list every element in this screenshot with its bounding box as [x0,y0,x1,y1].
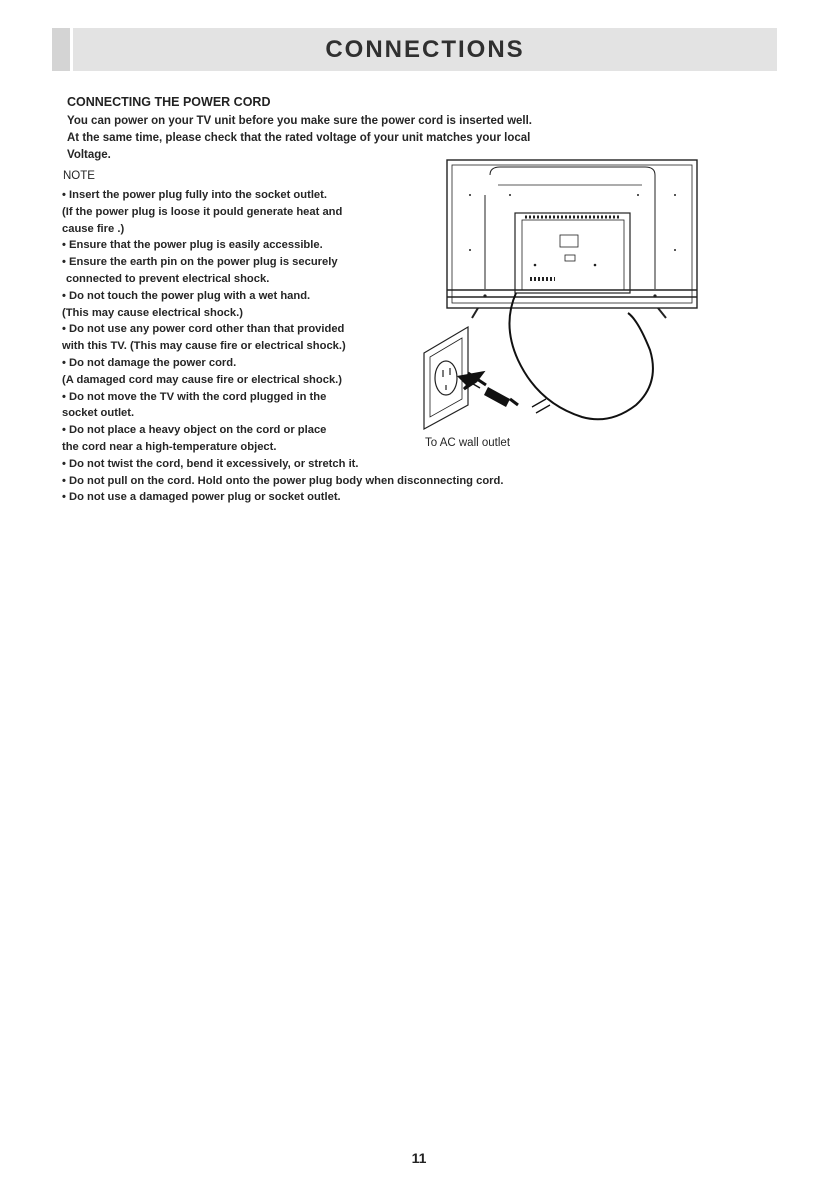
note-line: (A damaged cord may cause fire or electrical shock.) [62,373,343,386]
intro-line: Voltage. [67,149,111,161]
diagram-caption: To AC wall outlet [425,437,511,449]
note-label: NOTE [63,170,95,182]
note-line: connected to prevent electrical shock. [66,272,270,285]
page-title: CONNECTIONS [325,35,525,63]
note-line: cause fire .) [62,222,125,235]
note-line: • Do not move the TV with the cord plugged in the [62,390,327,403]
tv-back-illustration [447,160,697,318]
section-heading: CONNECTING THE POWER CORD [67,95,271,109]
intro-line: At the same time, please check that the rated voltage of your unit matches your local [67,132,531,144]
note-line: the cord near a high-temperature object. [62,440,277,453]
header-tab-marker [52,28,70,71]
note-line: • Ensure the earth pin on the power plug is securely [62,256,338,269]
cord-break-mark [532,399,550,413]
tv-back-dots [469,194,676,298]
note-line: • Insert the power plug fully into the socket outlet. [62,189,327,201]
note-line: • Do not use any power cord other than that provided [62,323,345,336]
note-line: • Ensure that the power plug is easily accessible. [62,239,323,252]
note-line: (If the power plug is loose it pould generate heat and [62,205,343,218]
note-line: (This may cause electrical shock.) [62,306,243,319]
power-cord [509,293,652,419]
note-line: • Do not pull on the cord. Hold onto the power plug body when disconnecting cord. [62,474,504,487]
note-line: • Do not damage the power cord. [62,356,237,369]
note-line: • Do not place a heavy object on the cord or place [62,424,327,437]
note-line: • Do not use a damaged power plug or socket outlet. [62,491,341,504]
insert-arrow [460,373,486,389]
note-line: with this TV. (This may cause fire or electrical shock.) [62,340,346,353]
page-number: 11 [411,1150,427,1166]
tv-power-cord-diagram [410,155,710,455]
intro-line: You can power on your TV unit before you make sure the power cord is inserted well. [67,115,532,127]
note-line: socket outlet. [62,407,135,420]
note-line: • Do not touch the power plug with a wet hand. [62,289,311,302]
note-line: • Do not twist the cord, bend it excessively, or stretch it. [62,457,359,470]
